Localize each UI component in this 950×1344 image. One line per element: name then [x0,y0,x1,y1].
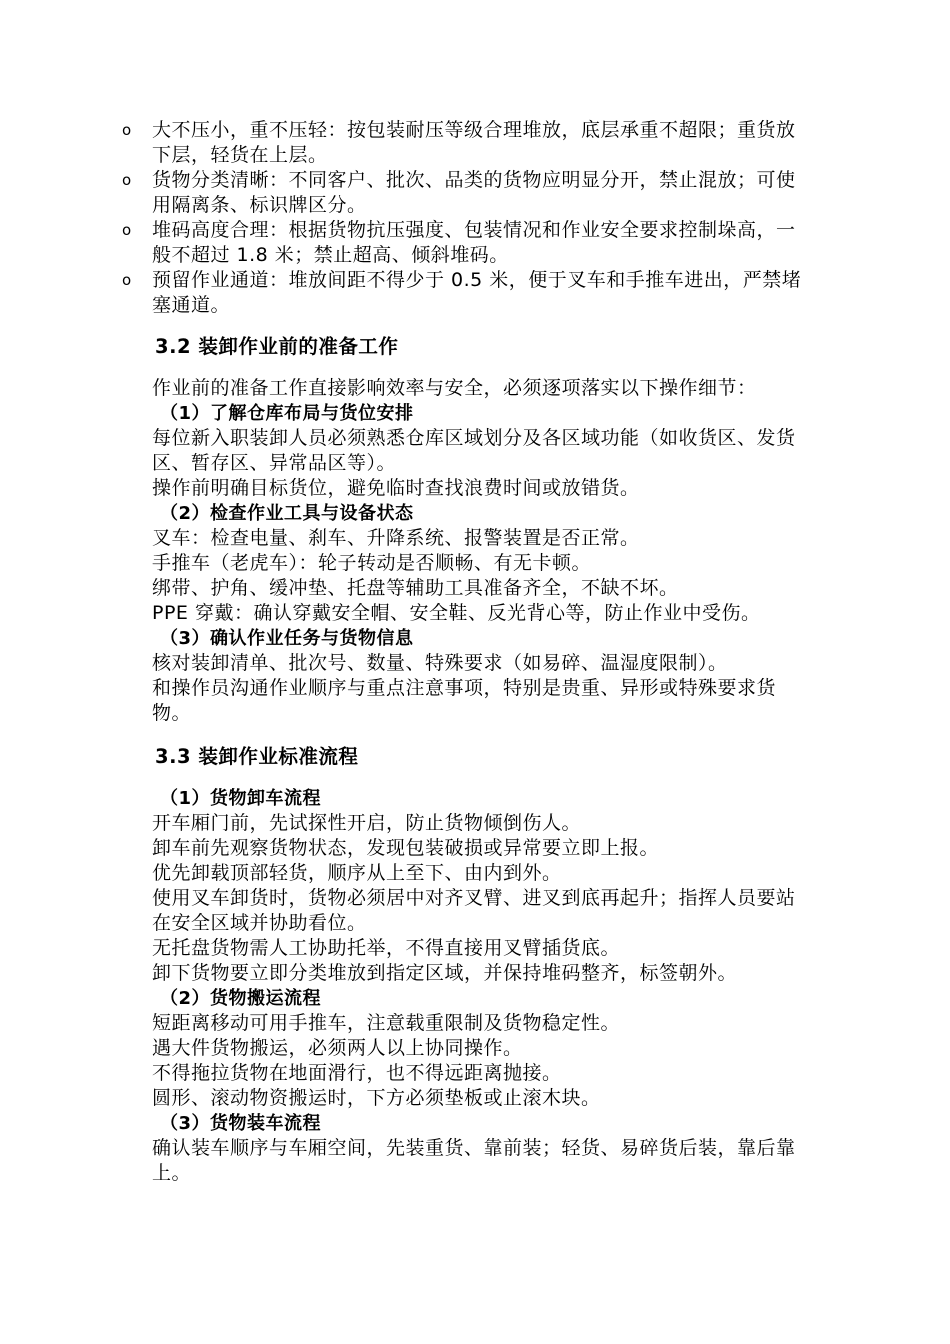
paragraph-line: 和操作员沟通作业顺序与重点注意事项，特别是贵重、异形或特殊要求货物。 [152,677,777,724]
list-item [122,118,812,168]
list-item-text: 货物分类清晰：不同客户、批次、品类的货物应明显分开，禁止混放；可使用隔离条、标识牌区分。 [152,169,796,216]
paragraph-line: 无托盘货物需人工协助托举，不得直接用叉臂插货底。 [152,937,621,959]
paragraph-line: 优先卸载顶部轻货，顺序从上至下、由内到外。 [152,862,562,884]
paragraph-line: 手推车（老虎车）：轮子转动是否顺畅、有无卡顿。 [152,552,592,574]
paragraph-line: 遇大件货物搬运，必须两人以上协同操作。 [152,1037,523,1059]
list-item-text: 大不压小，重不压轻：按包装耐压等级合理堆放，底层承重不超限；重货放下层，轻货在上层。 [152,119,796,166]
list-item [122,168,812,218]
paragraph-line: 每位新入职装卸人员必须熟悉仓库区域划分及各区域功能（如收货区、发货区、暂存区、异常品区等）。 [152,427,796,474]
document-page [0,118,950,1186]
bullet-marker: o [122,271,132,289]
paragraph-line: 核对装卸清单、批次号、数量、特殊要求（如易碎、温湿度限制）。 [152,652,728,674]
paragraph-line: 不得拖拉货物在地面滑行，也不得远距离抛接。 [152,1062,562,1084]
paragraph-line: 卸下货物要立即分类堆放到指定区域，并保持堆码整齐，标签朝外。 [152,962,738,984]
subheading: （1）了解仓库布局与货位安排 [160,403,414,424]
section-heading-3-3: 3.3 装卸作业标准流程 [155,745,359,768]
list-item [122,268,812,318]
subheading: （1）货物卸车流程 [160,788,322,809]
subheading: （3）货物装车流程 [160,1113,322,1134]
stacking-rules-list [0,118,950,318]
list-item [122,218,812,268]
subheading: （3）确认作业任务与货物信息 [160,628,414,649]
paragraph-line: 短距离移动可用手推车，注意载重限制及货物稳定性。 [152,1012,621,1034]
subheading: （2）货物搬运流程 [160,988,322,1009]
paragraph-line: 绑带、护角、缓冲垫、托盘等辅助工具准备齐全，不缺不坏。 [152,577,679,599]
paragraph-line: 确认装车顺序与车厢空间，先装重货、靠前装；轻货、易碎货后装，靠后靠上。 [152,1137,796,1184]
bullet-marker: o [122,171,132,189]
paragraph-line: 使用叉车卸货时，货物必须居中对齐叉臂、进叉到底再起升；指挥人员要站在安全区域并协助看位。 [152,887,796,934]
bullet-marker: o [122,121,132,139]
list-item-text: 预留作业通道：堆放间距不得少于 0.5 米，便于叉车和手推车进出，严禁堵塞通道。 [152,269,802,316]
list-item-text: 堆码高度合理：根据货物抗压强度、包装情况和作业安全要求控制垛高，一般不超过 1.8 米；禁止超高、倾斜堆码。 [152,219,796,266]
section-intro: 作业前的准备工作直接影响效率与安全，必须逐项落实以下操作细节： [152,377,757,399]
subheading: （2）检查作业工具与设备状态 [160,503,414,524]
paragraph-line: 开车厢门前，先试探性开启，防止货物倾倒伤人。 [152,812,582,834]
paragraph-line: 操作前明确目标货位，避免临时查找浪费时间或放错货。 [152,477,640,499]
paragraph-line: PPE 穿戴：确认穿戴安全帽、安全鞋、反光背心等，防止作业中受伤。 [152,602,761,624]
paragraph-line: 叉车：检查电量、刹车、升降系统、报警装置是否正常。 [152,527,640,549]
bullet-marker: o [122,221,132,239]
paragraph-line: 卸车前先观察货物状态，发现包装破损或异常要立即上报。 [152,837,660,859]
paragraph-line: 圆形、滚动物资搬运时，下方必须垫板或止滚木块。 [152,1087,601,1109]
section-heading-3-2: 3.2 装卸作业前的准备工作 [155,335,399,358]
